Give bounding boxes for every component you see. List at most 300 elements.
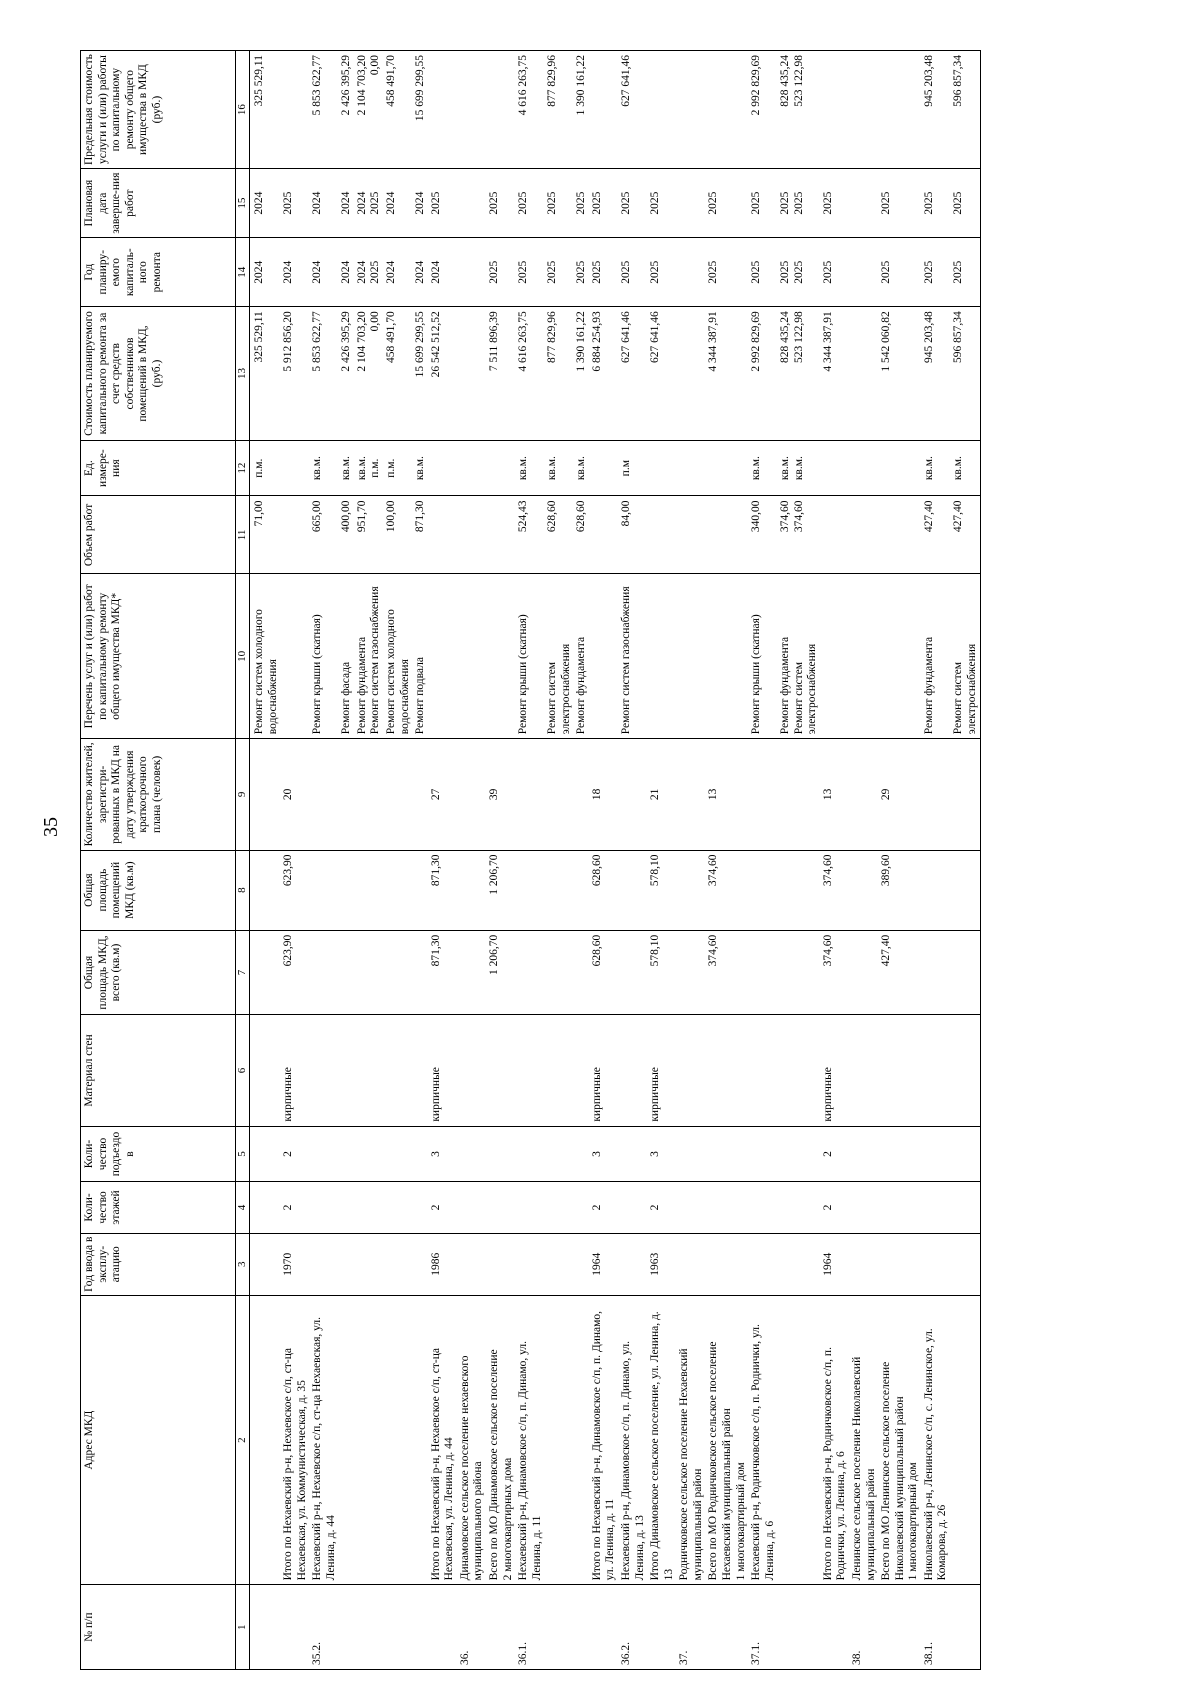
cell-col-10 xyxy=(281,574,310,739)
cell-col-5 xyxy=(516,1126,545,1182)
cell-col-12: кв.м. xyxy=(516,440,545,496)
cell-col-4 xyxy=(516,1182,545,1233)
cell-col-9: 39 xyxy=(487,739,516,850)
cell-col-12 xyxy=(850,440,879,496)
cell-col-16 xyxy=(281,51,310,169)
cell-col-12: п.м xyxy=(619,440,648,496)
cell-col-16 xyxy=(648,51,677,169)
cell-col-7 xyxy=(339,930,355,1015)
cell-col-16 xyxy=(879,51,922,169)
cell-col-2: Итого по Нехаевский р-н, Динамовское с/п, п. Динамо, ул. Ленина, д. 11 xyxy=(590,1295,619,1585)
cell-col-13 xyxy=(355,307,384,441)
cell-col-12: кв.м. xyxy=(339,440,355,496)
table-row xyxy=(487,51,516,1670)
cell-col-12 xyxy=(879,440,922,496)
cell-col-10 xyxy=(850,574,879,739)
table-row xyxy=(850,51,879,1670)
cell-col-4 xyxy=(545,1182,574,1233)
cell-line: 828 435,24 xyxy=(779,55,792,107)
cell-col-6 xyxy=(545,1015,574,1126)
cell-col-6 xyxy=(458,1015,487,1126)
rotated-table-container xyxy=(80,50,1180,1670)
table-row xyxy=(821,51,850,1670)
cell-col-12 xyxy=(590,440,619,496)
cell-col-1: 37.1. xyxy=(749,1585,778,1670)
cell-col-10 xyxy=(458,574,487,739)
cell-col-5 xyxy=(922,1126,951,1182)
cell-col-16 xyxy=(458,51,487,169)
cell-line: Ремонт фундамента xyxy=(779,636,792,735)
column-header-3: Год ввода в эксплу-атацию xyxy=(81,1233,236,1295)
cell-col-5 xyxy=(545,1126,574,1182)
cell-col-5 xyxy=(706,1126,749,1182)
cell-col-11: 951,70 xyxy=(355,496,384,574)
cell-col-6: кирпичные xyxy=(648,1015,677,1126)
cell-col-9 xyxy=(778,739,821,850)
column-number-10: 10 xyxy=(236,574,250,739)
cell-col-8: 628,60 xyxy=(590,850,619,930)
cell-col-15: 2024 xyxy=(339,169,355,238)
column-number-3: 3 xyxy=(236,1233,250,1295)
cell-col-10: Ремонт систем электроснабжения xyxy=(951,574,981,739)
cell-col-3 xyxy=(879,1233,922,1295)
cell-col-7: 871,30 xyxy=(429,930,458,1015)
column-number-14: 14 xyxy=(236,238,250,307)
table-row xyxy=(590,51,619,1670)
cell-col-8 xyxy=(339,850,355,930)
cell-line: Ремонт систем электроснабжения xyxy=(792,643,819,735)
cell-col-3 xyxy=(850,1233,879,1295)
cell-col-1 xyxy=(951,1585,981,1670)
cell-col-3 xyxy=(516,1233,545,1295)
column-number-1: 1 xyxy=(236,1585,250,1670)
table-row xyxy=(574,51,590,1670)
cell-col-15 xyxy=(677,169,706,238)
cell-col-14: 2025 xyxy=(516,238,545,307)
column-number-5: 5 xyxy=(236,1126,250,1182)
cell-col-8 xyxy=(458,850,487,930)
column-number-2: 2 xyxy=(236,1295,250,1585)
cell-col-3 xyxy=(545,1233,574,1295)
cell-col-11 xyxy=(778,496,821,574)
cell-col-4 xyxy=(249,1182,281,1233)
cell-col-13: 325 529,11 xyxy=(249,307,281,441)
cell-col-10: Ремонт фундамента xyxy=(574,574,590,739)
cell-col-3 xyxy=(677,1233,706,1295)
column-number-16: 16 xyxy=(236,51,250,169)
cell-col-16 xyxy=(821,51,850,169)
cell-line: 2024 xyxy=(355,260,368,284)
cell-col-14 xyxy=(677,238,706,307)
cell-col-10 xyxy=(355,574,384,739)
cell-col-9 xyxy=(574,739,590,850)
cell-col-3 xyxy=(355,1233,384,1295)
cell-col-15: 2025 xyxy=(821,169,850,238)
cell-col-9: 13 xyxy=(821,739,850,850)
cell-col-6 xyxy=(677,1015,706,1126)
cell-col-16: 15 699 299,55 xyxy=(413,51,429,169)
cell-col-7 xyxy=(922,930,951,1015)
cell-col-7 xyxy=(619,930,648,1015)
cell-col-3 xyxy=(574,1233,590,1295)
cell-line: 2025 xyxy=(792,191,805,215)
cell-col-8: 389,60 xyxy=(879,850,922,930)
cell-col-1: 36.1. xyxy=(516,1585,545,1670)
cell-col-5 xyxy=(850,1126,879,1182)
cell-col-6 xyxy=(249,1015,281,1126)
cell-col-2 xyxy=(339,1295,355,1585)
column-number-15: 15 xyxy=(236,169,250,238)
cell-col-9: 29 xyxy=(879,739,922,850)
cell-col-4: 2 xyxy=(590,1182,619,1233)
table-row xyxy=(429,51,458,1670)
cell-line: Всего по МО Динамовское сельское поселение xyxy=(487,1349,500,1581)
cell-col-7 xyxy=(850,930,879,1015)
cell-col-1: 37. xyxy=(677,1585,706,1670)
cell-col-9 xyxy=(310,739,339,850)
table-row xyxy=(677,51,706,1670)
cell-col-2 xyxy=(879,1295,922,1585)
cell-col-12 xyxy=(821,440,850,496)
cell-col-7 xyxy=(677,930,706,1015)
cell-line: 523 122,98 xyxy=(792,311,805,363)
cell-col-11: 871,30 xyxy=(413,496,429,574)
cell-line: Ремонт фундамента xyxy=(355,636,368,735)
column-header-1: № п/п xyxy=(81,1585,236,1670)
cell-col-3 xyxy=(749,1233,778,1295)
cell-col-3 xyxy=(922,1233,951,1295)
cell-line: 2024 xyxy=(355,191,368,215)
cell-col-14 xyxy=(458,238,487,307)
cell-line: Всего по МО Ленинское сельское поселение Николаевский муниципальный район xyxy=(880,1361,906,1581)
cell-col-2 xyxy=(778,1295,821,1585)
cell-col-5 xyxy=(778,1126,821,1182)
cell-col-11 xyxy=(706,496,749,574)
cell-col-7: 628,60 xyxy=(590,930,619,1015)
column-header-11: Объем работ xyxy=(81,496,236,574)
cell-col-2: Родничковское сельское поселение Нехаевский муниципальный район xyxy=(677,1295,706,1585)
cell-col-1: 36. xyxy=(458,1585,487,1670)
cell-col-11: 427,40 xyxy=(951,496,981,574)
cell-col-4: 2 xyxy=(821,1182,850,1233)
cell-col-10: Ремонт крыши (скатная) xyxy=(516,574,545,739)
cell-col-13: 4 344 387,91 xyxy=(706,307,749,441)
cell-col-4 xyxy=(310,1182,339,1233)
cell-col-15: 2025 xyxy=(516,169,545,238)
column-number-12: 12 xyxy=(236,440,250,496)
cell-col-16 xyxy=(487,51,516,169)
cell-col-5 xyxy=(458,1126,487,1182)
cell-col-10: Ремонт крыши (скатная) xyxy=(310,574,339,739)
cell-col-7: 1 206,70 xyxy=(487,930,516,1015)
cell-col-10: Ремонт систем холодного водоснабжения xyxy=(384,574,413,739)
cell-col-4 xyxy=(384,1182,413,1233)
cell-col-12 xyxy=(648,440,677,496)
cell-col-1 xyxy=(545,1585,574,1670)
cell-col-11 xyxy=(648,496,677,574)
cell-col-8 xyxy=(384,850,413,930)
table-row xyxy=(384,51,413,1670)
cell-col-13 xyxy=(778,307,821,441)
cell-col-2 xyxy=(951,1295,981,1585)
cell-col-8 xyxy=(922,850,951,930)
cell-line: 0,00 xyxy=(369,311,382,332)
table-row xyxy=(516,51,545,1670)
cell-col-13 xyxy=(677,307,706,441)
cell-col-16: 596 857,34 xyxy=(951,51,981,169)
cell-line: 523 122,98 xyxy=(792,55,805,107)
cell-col-7 xyxy=(355,930,384,1015)
column-header-8: Общая площадь помещений МКД (кв.м) xyxy=(81,850,236,930)
cell-col-14: 2025 xyxy=(922,238,951,307)
cell-col-8 xyxy=(850,850,879,930)
cell-col-9 xyxy=(545,739,574,850)
cell-col-13: 5 912 856,20 xyxy=(281,307,310,441)
cell-col-8 xyxy=(778,850,821,930)
cell-col-1: 36.2. xyxy=(619,1585,648,1670)
cell-col-4 xyxy=(339,1182,355,1233)
cell-col-13: 4 344 387,91 xyxy=(821,307,850,441)
cell-col-2: Итого по Нехаевский р-н, Родничковское с/п, п. Роднички, ул. Ленина, д. 6 xyxy=(821,1295,850,1585)
cell-col-1 xyxy=(339,1585,355,1670)
cell-col-10: Ремонт систем холодного водоснабжения xyxy=(249,574,281,739)
cell-col-11: 427,40 xyxy=(922,496,951,574)
cell-col-8: 1 206,70 xyxy=(487,850,516,930)
cell-col-3 xyxy=(413,1233,429,1295)
cell-col-9 xyxy=(850,739,879,850)
cell-col-13: 7 511 896,39 xyxy=(487,307,516,441)
cell-col-6 xyxy=(339,1015,355,1126)
cell-col-11: 524,43 xyxy=(516,496,545,574)
cell-col-12: кв.м. xyxy=(413,440,429,496)
cell-col-15: 2025 xyxy=(879,169,922,238)
column-number-7: 7 xyxy=(236,930,250,1015)
cell-line: 2025 xyxy=(792,260,805,284)
cell-col-7 xyxy=(778,930,821,1015)
cell-col-1 xyxy=(429,1585,458,1670)
cell-col-15: 2024 xyxy=(384,169,413,238)
cell-col-12 xyxy=(355,440,384,496)
cell-col-2: Нехаевский р-н, Динамовское с/п, п. Динамо, ул. Ленина, д. 11 xyxy=(516,1295,545,1585)
column-number-11: 11 xyxy=(236,496,250,574)
cell-col-6 xyxy=(413,1015,429,1126)
cell-col-14: 2024 xyxy=(310,238,339,307)
table-row xyxy=(355,51,384,1670)
cell-col-10 xyxy=(706,574,749,739)
cell-col-15: 2025 xyxy=(648,169,677,238)
cell-col-13: 1 542 060,82 xyxy=(879,307,922,441)
column-number-row xyxy=(236,51,250,1670)
cell-line: кв.м. xyxy=(792,456,805,481)
header-row xyxy=(81,51,236,1670)
cell-col-3 xyxy=(339,1233,355,1295)
cell-col-7 xyxy=(384,930,413,1015)
cell-col-5 xyxy=(355,1126,384,1182)
cell-col-4 xyxy=(951,1182,981,1233)
cell-col-8 xyxy=(619,850,648,930)
cell-col-12 xyxy=(677,440,706,496)
table-row xyxy=(545,51,574,1670)
cell-col-2 xyxy=(545,1295,574,1585)
cell-col-12 xyxy=(429,440,458,496)
cell-col-9: 21 xyxy=(648,739,677,850)
table-row xyxy=(281,51,310,1670)
cell-col-6: кирпичные xyxy=(590,1015,619,1126)
table-row xyxy=(648,51,677,1670)
cell-col-12: кв.м. xyxy=(922,440,951,496)
cell-col-5 xyxy=(749,1126,778,1182)
cell-col-16: 1 390 161,22 xyxy=(574,51,590,169)
cell-col-15: 2025 xyxy=(749,169,778,238)
cell-col-5 xyxy=(384,1126,413,1182)
cell-col-11: 71,00 xyxy=(249,496,281,574)
cell-col-9: 20 xyxy=(281,739,310,850)
cell-col-14: 2025 xyxy=(706,238,749,307)
cell-col-13: 2 992 829,69 xyxy=(749,307,778,441)
cell-col-4 xyxy=(487,1182,516,1233)
cell-col-14: 2025 xyxy=(487,238,516,307)
cell-col-7 xyxy=(413,930,429,1015)
cell-col-1: 38.1. xyxy=(922,1585,951,1670)
cell-col-2 xyxy=(413,1295,429,1585)
cell-col-1 xyxy=(648,1585,677,1670)
cell-col-3: 1970 xyxy=(281,1233,310,1295)
table-row xyxy=(749,51,778,1670)
cell-col-8 xyxy=(249,850,281,930)
cell-col-11 xyxy=(458,496,487,574)
cell-col-15 xyxy=(778,169,821,238)
cell-col-9 xyxy=(677,739,706,850)
cell-col-5: 3 xyxy=(429,1126,458,1182)
cell-col-8: 374,60 xyxy=(706,850,749,930)
cell-col-14: 2024 xyxy=(339,238,355,307)
cell-col-5: 3 xyxy=(648,1126,677,1182)
cell-col-1 xyxy=(281,1585,310,1670)
cell-col-10 xyxy=(590,574,619,739)
cell-col-8: 578,10 xyxy=(648,850,677,930)
cell-line: 2 104 703,20 xyxy=(355,311,368,372)
cell-col-2: Нехаевский р-н, Нехаевское с/п, ст-ца Нехаевская, ул. Ленина, д. 44 xyxy=(310,1295,339,1585)
cell-col-15: 2025 xyxy=(951,169,981,238)
cell-col-16: 2 426 395,29 xyxy=(339,51,355,169)
cell-col-7 xyxy=(545,930,574,1015)
cell-col-15: 2025 xyxy=(429,169,458,238)
cell-col-4 xyxy=(619,1182,648,1233)
cell-col-13: 4 616 263,75 xyxy=(516,307,545,441)
cell-col-16: 325 529,11 xyxy=(249,51,281,169)
table-row xyxy=(879,51,922,1670)
cell-col-6 xyxy=(922,1015,951,1126)
cell-col-15: 2025 xyxy=(574,169,590,238)
cell-col-6: кирпичные xyxy=(821,1015,850,1126)
column-header-14: Год планиру-емого капиталь-ного ремонта xyxy=(81,238,236,307)
cell-col-11: 100,00 xyxy=(384,496,413,574)
cell-col-1: 35.2. xyxy=(310,1585,339,1670)
cell-col-8 xyxy=(677,850,706,930)
cell-col-5: 2 xyxy=(821,1126,850,1182)
cell-col-11: 340,00 xyxy=(749,496,778,574)
cell-col-14: 2025 xyxy=(574,238,590,307)
cell-line: кв.м. xyxy=(355,456,368,481)
cell-col-9 xyxy=(619,739,648,850)
cell-col-1 xyxy=(778,1585,821,1670)
cell-col-15: 2025 xyxy=(706,169,749,238)
cell-col-14: 2025 xyxy=(749,238,778,307)
cell-col-12 xyxy=(778,440,821,496)
cell-col-1 xyxy=(249,1585,281,1670)
cell-col-12: кв.м. xyxy=(749,440,778,496)
cell-col-5: 2 xyxy=(281,1126,310,1182)
cell-col-11 xyxy=(429,496,458,574)
cell-line: 2025 xyxy=(369,191,382,215)
cell-line: Всего по МО Родничковское сельское поселение Нехаевский муниципальный район xyxy=(707,1341,733,1581)
cell-col-12 xyxy=(458,440,487,496)
cell-col-2: Итого Динамовское сельское поселение, ул. Ленина, д. 13 xyxy=(648,1295,677,1585)
cell-col-6 xyxy=(355,1015,384,1126)
cell-col-12 xyxy=(706,440,749,496)
cell-line: 1 многоквартирный дом xyxy=(734,1462,747,1581)
cell-col-4 xyxy=(355,1182,384,1233)
cell-col-13: 2 426 395,29 xyxy=(339,307,355,441)
cell-col-7 xyxy=(458,930,487,1015)
cell-col-1 xyxy=(879,1585,922,1670)
cell-col-14: 2024 xyxy=(281,238,310,307)
cell-col-10 xyxy=(487,574,516,739)
cell-col-1: 38. xyxy=(850,1585,879,1670)
cell-col-8 xyxy=(413,850,429,930)
cell-col-6: кирпичные xyxy=(429,1015,458,1126)
cell-col-2 xyxy=(487,1295,516,1585)
cell-col-16: 627 641,46 xyxy=(619,51,648,169)
cell-col-9: 27 xyxy=(429,739,458,850)
cell-col-16 xyxy=(677,51,706,169)
cell-col-15: 2025 xyxy=(281,169,310,238)
cell-line: Ремонт систем газоснабжения xyxy=(369,586,382,735)
cell-col-2 xyxy=(249,1295,281,1585)
cell-col-9: 18 xyxy=(590,739,619,850)
cell-col-9 xyxy=(384,739,413,850)
cell-col-8 xyxy=(749,850,778,930)
cell-col-11: 628,60 xyxy=(574,496,590,574)
cell-col-7: 623,90 xyxy=(281,930,310,1015)
cell-col-11 xyxy=(850,496,879,574)
cell-col-6 xyxy=(778,1015,821,1126)
cell-col-15 xyxy=(850,169,879,238)
cell-col-2 xyxy=(355,1295,384,1585)
cell-col-6 xyxy=(487,1015,516,1126)
cell-col-11 xyxy=(281,496,310,574)
cell-col-12 xyxy=(487,440,516,496)
cell-col-11: 665,00 xyxy=(310,496,339,574)
cell-col-11 xyxy=(590,496,619,574)
cell-col-15: 2024 xyxy=(249,169,281,238)
cell-col-13: 627 641,46 xyxy=(648,307,677,441)
column-number-4: 4 xyxy=(236,1182,250,1233)
cell-col-10: Ремонт подвала xyxy=(413,574,429,739)
cell-col-16 xyxy=(355,51,384,169)
cell-col-13: 15 699 299,55 xyxy=(413,307,429,441)
cell-col-11 xyxy=(677,496,706,574)
cell-col-10 xyxy=(821,574,850,739)
cell-col-5 xyxy=(249,1126,281,1182)
cell-line: кв.м. xyxy=(779,456,792,481)
cell-col-5 xyxy=(619,1126,648,1182)
cell-col-14: 2025 xyxy=(648,238,677,307)
cell-col-13 xyxy=(850,307,879,441)
cell-col-1 xyxy=(574,1585,590,1670)
cell-col-3 xyxy=(384,1233,413,1295)
cell-col-10 xyxy=(677,574,706,739)
